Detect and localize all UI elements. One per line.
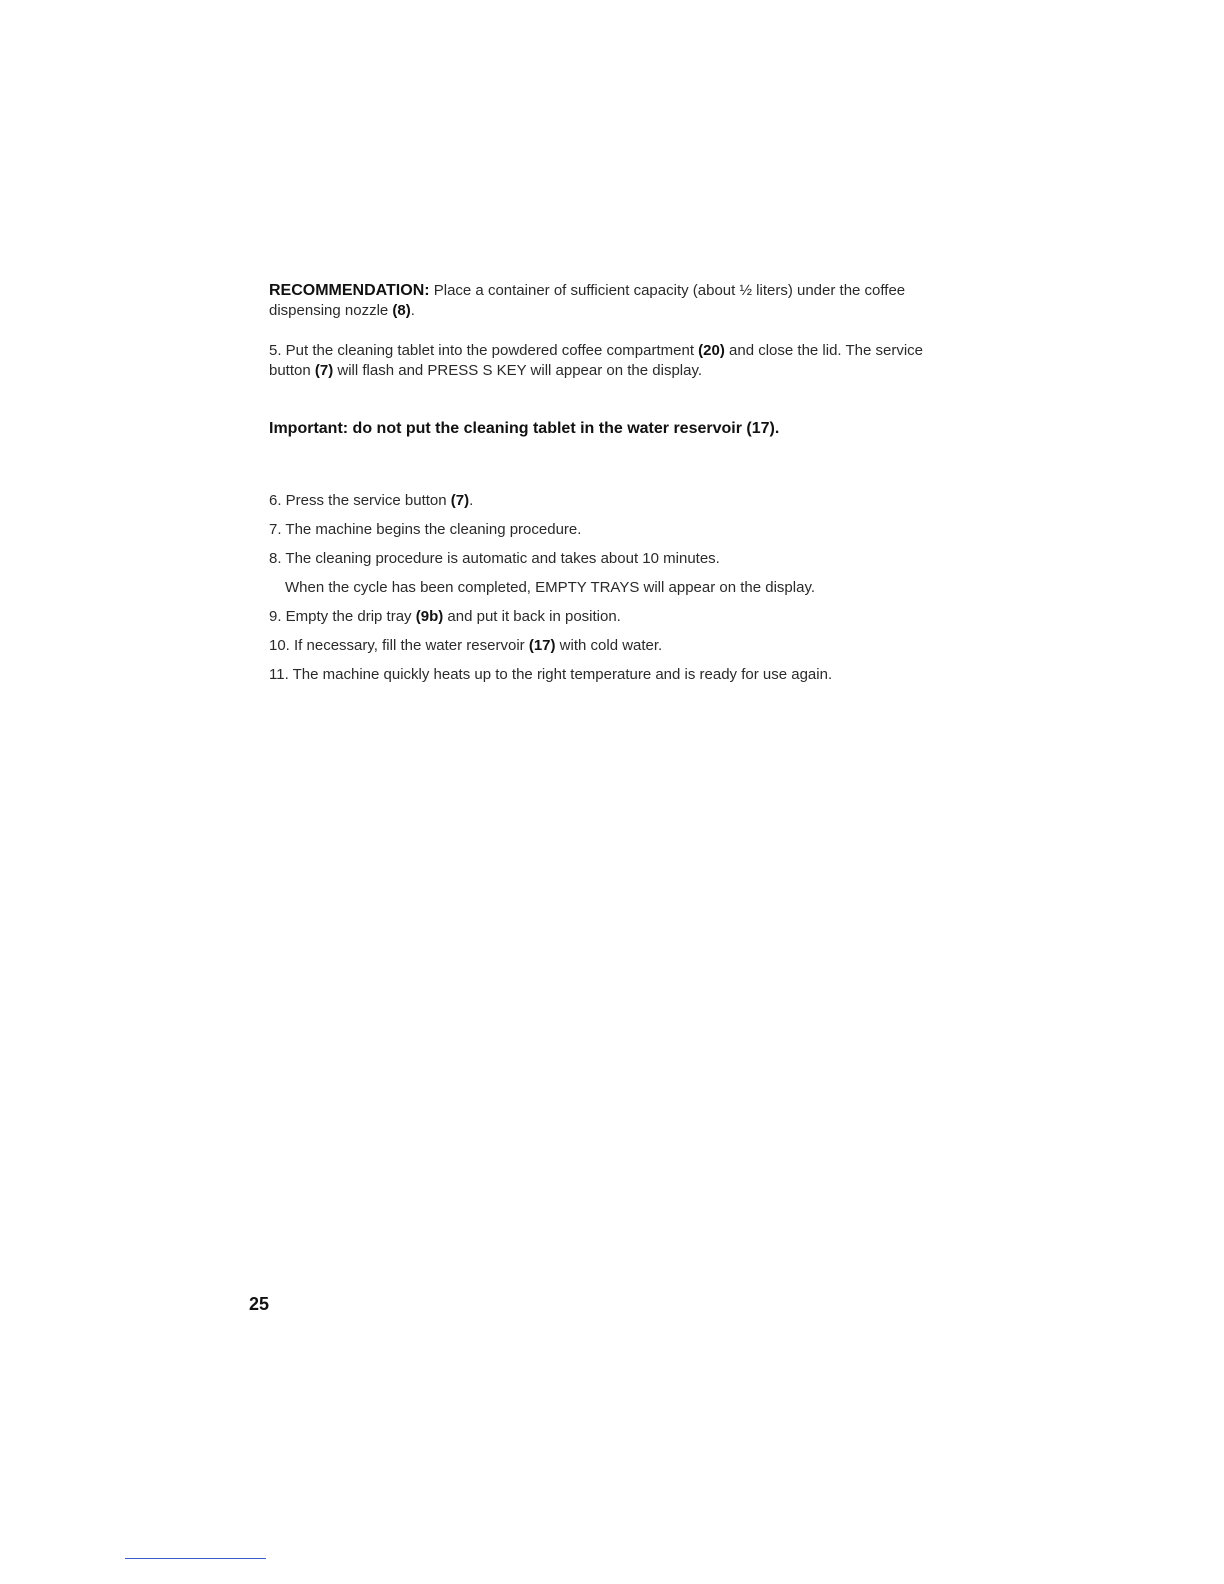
step-9-ref: (9b) (415, 608, 444, 625)
recommendation-text-before: Place a container of sufficient capacity (about (429, 282, 740, 299)
step-5-text-b: and close the lid. The service button (269, 342, 924, 379)
step-5-paragraph (269, 341, 959, 381)
step-10-text: 10. If necessary, fill the water reservoir (269, 637, 529, 654)
step-9-text: 9. Empty the drip tray (269, 608, 416, 625)
step-11: 11. The machine quickly heats up to the right temperature and is ready for use again. (269, 666, 833, 683)
step-6-text: 6. Press the service button (269, 492, 451, 509)
step-5-ref-b: (7) (314, 362, 334, 379)
recommendation-end: . (410, 302, 415, 319)
step-6-ref: (7) (450, 492, 470, 509)
step-10 (269, 631, 959, 660)
step-5-ref-a: (20) (698, 342, 725, 359)
step-10-ref: (17) (528, 637, 556, 654)
instructions-body (269, 281, 959, 689)
step-10-end: with cold water. (555, 637, 663, 654)
important-warning: Important: do not put the cleaning tablet in the water reservoir (17). (269, 420, 780, 437)
step-6-end: . (469, 492, 474, 509)
step-5-text-c: will flash and PRESS S KEY will appear on the display. (333, 362, 703, 379)
step-6 (269, 486, 959, 515)
recommendation-ref: (8) (392, 302, 411, 319)
step-9-end: and put it back in position. (443, 608, 621, 625)
recommendation-label: RECOMMENDATION: (269, 282, 430, 299)
recommendation-text-after: liters) under the coffee dispensing nozzle (269, 282, 906, 319)
step-5-text-a: 5. Put the cleaning tablet into the powdered coffee compartment (269, 342, 699, 359)
steps-list (269, 486, 959, 689)
step-8: 8. The cleaning procedure is automatic and takes about 10 minutes. (269, 550, 720, 567)
step-9 (269, 602, 959, 631)
recommendation-paragraph (269, 281, 959, 321)
step-7: 7. The machine begins the cleaning procedure. (269, 521, 582, 538)
recommendation-fraction: ½ (739, 282, 752, 299)
step-8-continuation: When the cycle has been completed, EMPTY TRAYS will appear on the display. (285, 579, 815, 596)
page-number: 25 (249, 1294, 270, 1314)
footer-rule (125, 1558, 266, 1559)
